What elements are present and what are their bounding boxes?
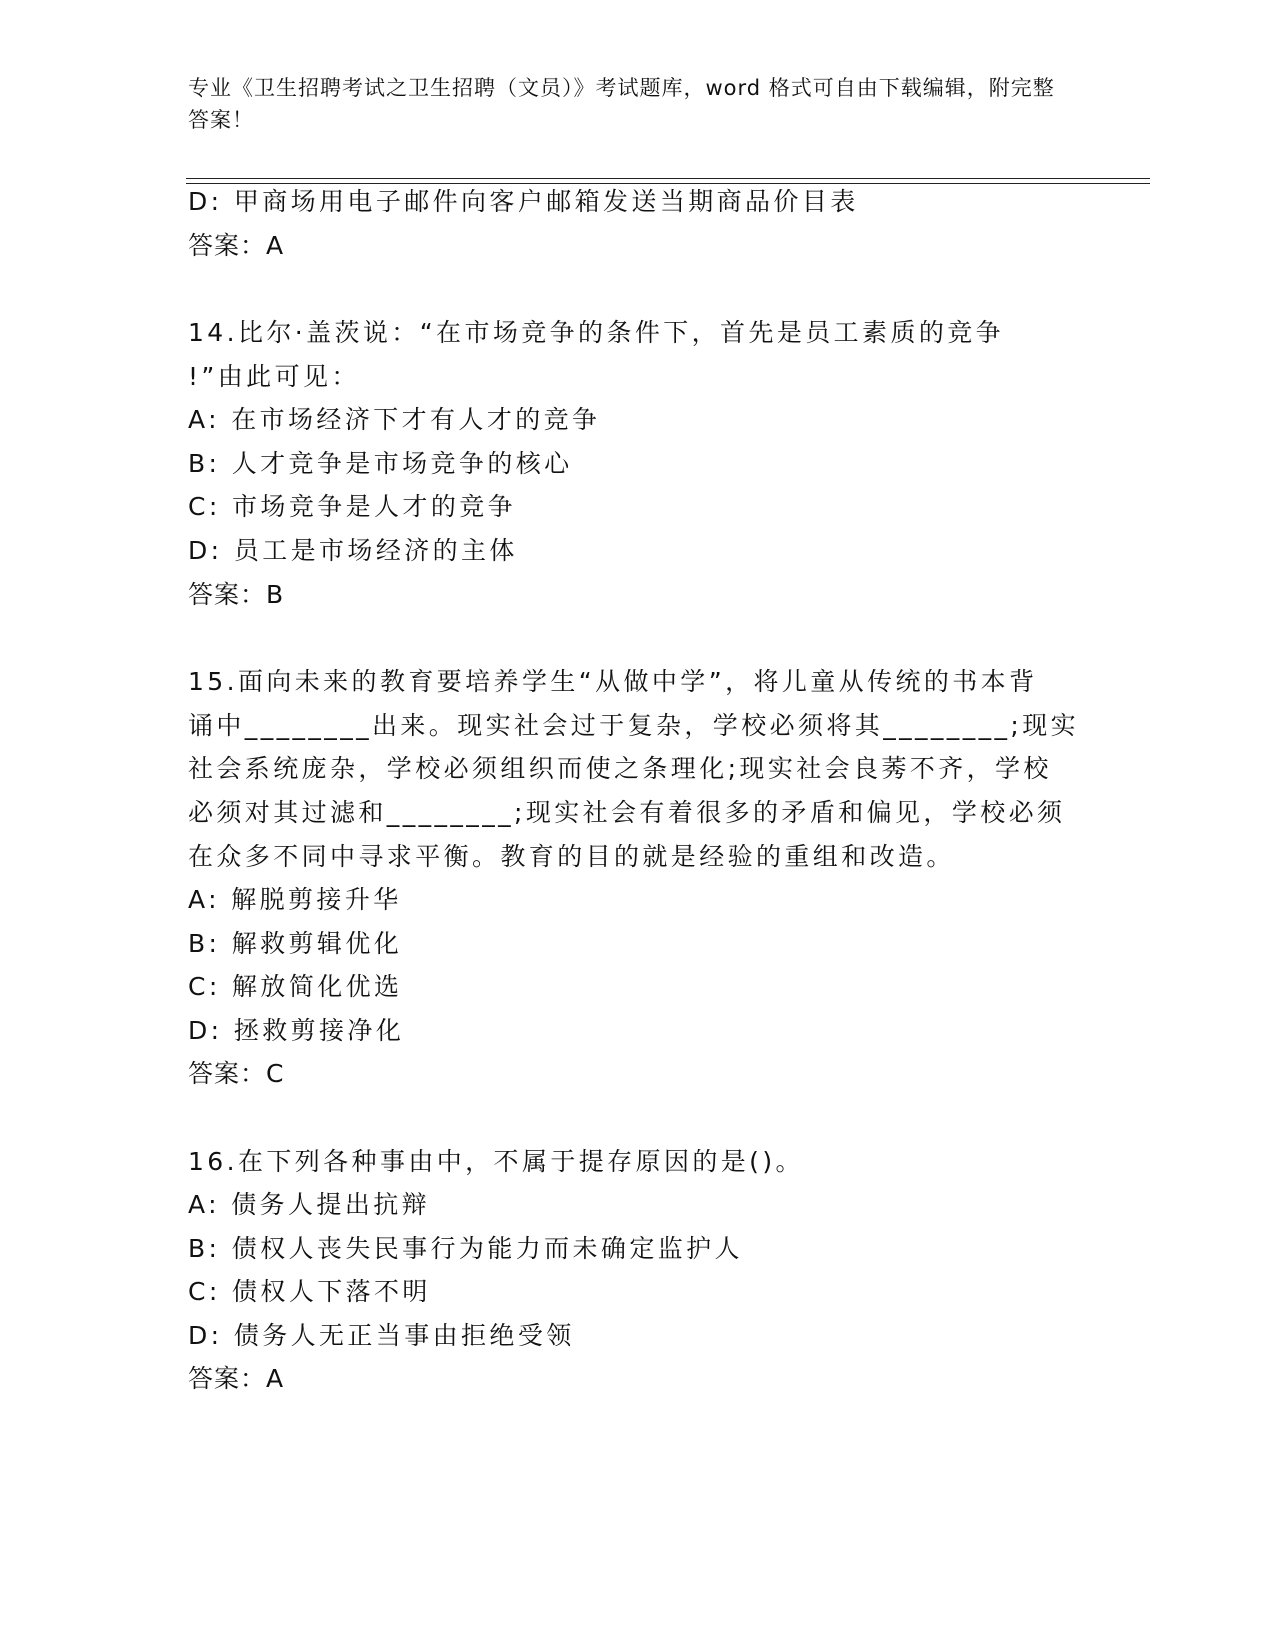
question-stem: 社会系统庞杂，学校必须组织而使之条理化;现实社会良莠不齐，学校 [188,754,1052,783]
option-a: A: 解脱剪接升华 [188,885,402,914]
question-stem: 在众多不同中寻求平衡。教育的目的就是经验的重组和改造。 [188,842,955,871]
answer: 答案：A [188,1364,285,1393]
answer: 答案：C [188,1059,285,1088]
header-divider-bottom [186,183,1150,184]
answer: 答案：A [188,231,285,260]
option-a: A: 债务人提出抗辩 [188,1190,431,1219]
question-stem: 必须对其过滤和________;现实社会有着很多的矛盾和偏见，学校必须 [188,798,1066,827]
question-stem: 14.比尔·盖茨说：“在市场竞争的条件下，首先是员工素质的竞争 [188,318,1005,347]
question-stem: 诵中________出来。现实社会过于复杂，学校必须将其________;现实 [188,711,1080,740]
question-stem: 15.面向未来的教育要培养学生“从做中学”，将儿童从传统的书本背 [188,667,1038,696]
question-stem: 16.在下列各种事由中，不属于提存原因的是()。 [188,1147,804,1176]
option-a: A: 在市场经济下才有人才的竞争 [188,405,601,434]
option-c: C: 债权人下落不明 [188,1277,431,1306]
option-d: D: 甲商场用电子邮件向客户邮箱发送当期商品价目表 [188,187,859,216]
option-c: C: 解放简化优选 [188,972,403,1001]
option-b: B: 债权人丧失民事行为能力而未确定监护人 [188,1234,743,1263]
option-b: B: 人才竞争是市场竞争的核心 [188,449,573,478]
answer: 答案：B [188,580,285,609]
option-d: D: 拯救剪接净化 [188,1016,405,1045]
header-divider-top [186,178,1150,179]
header-text: 专业《卫生招聘考试之卫生招聘（文员）》考试题库，word 格式可自由下载编辑，附完整答案！ [188,76,1055,132]
option-d: D: 员工是市场经济的主体 [188,536,518,565]
document-header [188,72,1068,136]
option-d: D: 债务人无正当事由拒绝受领 [188,1321,575,1350]
question-stem: !”由此可见： [188,362,360,391]
option-b: B: 解救剪辑优化 [188,929,403,958]
option-c: C: 市场竞争是人才的竞争 [188,492,517,521]
